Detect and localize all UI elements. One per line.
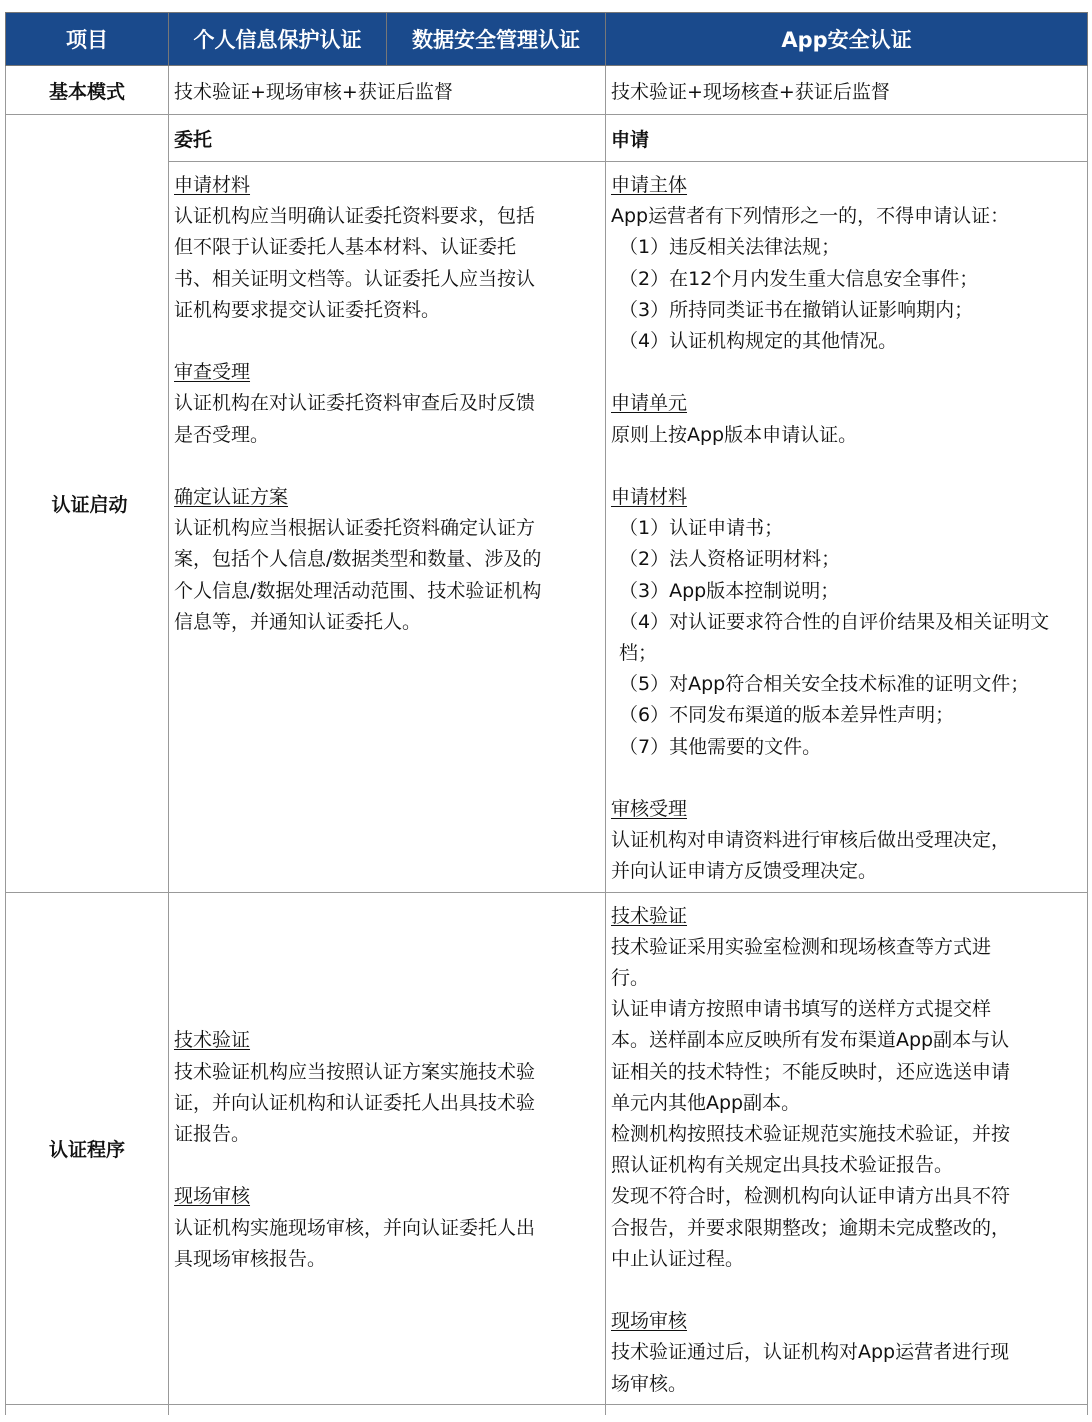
certification-comparison-table bbox=[5, 12, 1088, 1415]
block-line: 场审核。 bbox=[611, 1372, 688, 1395]
basic-mode-label: 基本模式 bbox=[6, 66, 169, 115]
block-line: 照认证机构有关规定出具技术验证报告。 bbox=[611, 1154, 954, 1177]
startup-subheader-row bbox=[6, 115, 1088, 162]
block-line: 案，包括个人信息/数据类型和数量、涉及的 bbox=[174, 548, 542, 571]
startup-label: 认证启动 bbox=[6, 115, 169, 893]
block-heading: 确定认证方案 bbox=[174, 486, 289, 508]
next-row-cell bbox=[606, 1404, 1088, 1415]
procedure-left-block bbox=[174, 1181, 600, 1275]
basic-mode-right: 技术验证+现场核查+获证后监督 bbox=[606, 66, 1088, 115]
block-line: 证机构要求提交认证委托资料。 bbox=[174, 298, 441, 321]
block-heading: 申请单元 bbox=[611, 392, 688, 415]
startup-right-block bbox=[611, 170, 1082, 357]
block-line: 但不限于认证委托人基本材料、认证委托 bbox=[174, 236, 517, 259]
startup-right-block bbox=[611, 794, 1082, 888]
list-item: （4）认证机构规定的其他情况。 bbox=[619, 330, 898, 353]
block-line: 检测机构按照技术验证规范实施技术验证，并按 bbox=[611, 1123, 1011, 1146]
block-line: 行。 bbox=[611, 967, 650, 990]
startup-right-block bbox=[611, 388, 1082, 450]
block-line: 证相关的技术特性；不能反映时，还应选送申请 bbox=[611, 1060, 1011, 1083]
block-line: 并向认证申请方反馈受理决定。 bbox=[611, 860, 878, 883]
block-line: 认证机构实施现场审核，并向认证委托人出 bbox=[174, 1216, 536, 1239]
list-item: （5）对App符合相关安全技术标准的证明文件； bbox=[619, 673, 1030, 696]
next-row-partial bbox=[6, 1404, 1088, 1415]
block-heading: 审核受理 bbox=[611, 798, 688, 821]
startup-right-cell bbox=[606, 162, 1088, 893]
list-item: （4）对认证要求符合性的自评价结果及相关证明文档； bbox=[619, 610, 1050, 665]
procedure-left-block bbox=[174, 1025, 600, 1150]
block-heading: 申请主体 bbox=[611, 174, 688, 196]
block-line: 信息等，并通知认证委托人。 bbox=[174, 610, 422, 633]
header-app-security-cert: App安全认证 bbox=[606, 13, 1088, 66]
procedure-label: 认证程序 bbox=[6, 892, 169, 1404]
header-data-security-cert: 数据安全管理认证 bbox=[387, 13, 606, 66]
procedure-right-block bbox=[611, 1306, 1082, 1400]
startup-right-title: 申请 bbox=[606, 115, 1088, 162]
list-item: （1）违反相关法律法规； bbox=[619, 236, 841, 259]
header-row bbox=[6, 13, 1088, 66]
next-row-cell bbox=[169, 1404, 606, 1415]
block-heading: 现场审核 bbox=[174, 1185, 251, 1208]
list-item: （2）法人资格证明材料； bbox=[619, 548, 841, 571]
list-item: （3）App版本控制说明； bbox=[619, 579, 840, 602]
block-line: 个人信息/数据处理活动范围、技术验证机构 bbox=[174, 579, 542, 602]
startup-left-title: 委托 bbox=[169, 115, 606, 162]
block-line: 是否受理。 bbox=[174, 423, 270, 446]
block-heading: 技术验证 bbox=[611, 904, 688, 927]
procedure-left-cell bbox=[169, 892, 606, 1404]
procedure-row bbox=[6, 892, 1088, 1404]
block-line: 认证机构对申请资料进行审核后做出受理决定， bbox=[611, 829, 1011, 852]
procedure-right-block bbox=[611, 901, 1082, 1275]
procedure-right-cell bbox=[606, 892, 1088, 1404]
startup-left-block bbox=[174, 482, 600, 638]
block-line: 合报告，并要求限期整改；逾期未完成整改的， bbox=[611, 1216, 1011, 1239]
block-line: 发现不符合时，检测机构向认证申请方出具不符 bbox=[611, 1185, 1011, 1208]
startup-left-block bbox=[174, 357, 600, 451]
next-row-cell bbox=[6, 1404, 169, 1415]
list-item: （6）不同发布渠道的版本差异性声明； bbox=[619, 704, 955, 727]
block-line: 书、相关证明文档等。认证委托人应当按认 bbox=[174, 267, 536, 290]
list-item: （3）所持同类证书在撤销认证影响期内； bbox=[619, 298, 974, 321]
block-line: App运营者有下列情形之一的，不得申请认证： bbox=[611, 205, 1010, 228]
block-line: 认证机构应当明确认证委托资料要求，包括 bbox=[174, 205, 536, 228]
block-line: 证，并向认证机构和认证委托人出具技术验 bbox=[174, 1091, 536, 1114]
list-item: （7）其他需要的文件。 bbox=[619, 735, 822, 758]
block-line: 原则上按App版本申请认证。 bbox=[611, 423, 858, 446]
block-line: 本。送样副本应反映所有发布渠道App副本与认 bbox=[611, 1029, 1010, 1052]
header-item: 项目 bbox=[6, 13, 169, 66]
block-heading: 申请材料 bbox=[611, 486, 688, 508]
header-personal-info-cert: 个人信息保护认证 bbox=[169, 13, 387, 66]
block-line: 认证机构在对认证委托资料审查后及时反馈 bbox=[174, 392, 536, 415]
block-line: 证报告。 bbox=[174, 1123, 251, 1146]
basic-mode-row bbox=[6, 66, 1088, 115]
block-heading: 审查受理 bbox=[174, 361, 251, 384]
startup-right-block bbox=[611, 482, 1082, 763]
block-line: 单元内其他App副本。 bbox=[611, 1091, 801, 1114]
block-line: 认证申请方按照申请书填写的送样方式提交样 bbox=[611, 998, 992, 1021]
startup-content-row bbox=[6, 162, 1088, 893]
list-item: （2）在12个月内发生重大信息安全事件； bbox=[619, 267, 979, 290]
basic-mode-left: 技术验证+现场审核+获证后监督 bbox=[169, 66, 606, 115]
block-line: 技术验证采用实验室检测和现场核查等方式进 bbox=[611, 935, 992, 958]
block-line: 具现场审核报告。 bbox=[174, 1247, 327, 1270]
block-heading: 申请材料 bbox=[174, 174, 251, 196]
block-line: 技术验证机构应当按照认证方案实施技术验 bbox=[174, 1060, 536, 1083]
block-heading: 技术验证 bbox=[174, 1029, 251, 1052]
block-heading: 现场审核 bbox=[611, 1310, 688, 1333]
startup-left-block bbox=[174, 170, 600, 326]
block-line: 中止认证过程。 bbox=[611, 1247, 745, 1270]
block-line: 技术验证通过后，认证机构对App运营者进行现 bbox=[611, 1341, 1010, 1364]
list-item: （1）认证申请书； bbox=[619, 517, 784, 540]
block-line: 认证机构应当根据认证委托资料确定认证方 bbox=[174, 517, 536, 540]
startup-left-cell bbox=[169, 162, 606, 893]
